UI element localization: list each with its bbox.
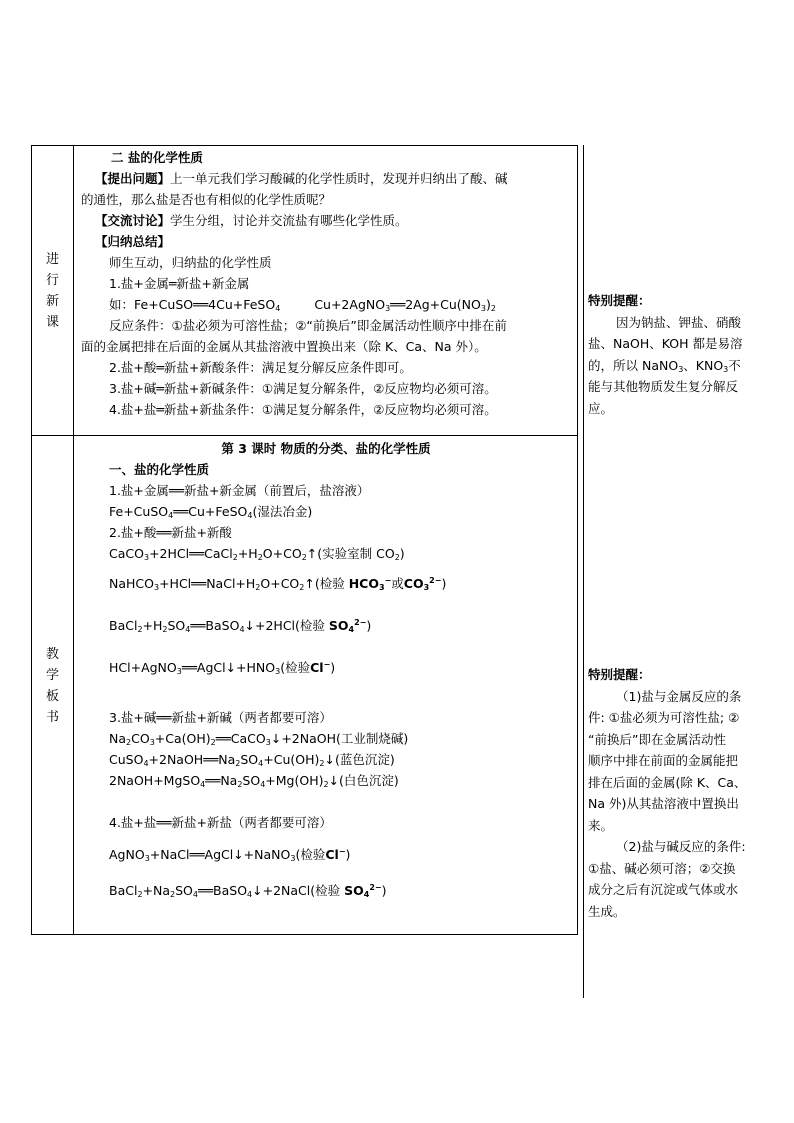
rule-4-equation-2: $BaCl_2+Na_2SO_4══BaSO_4↓+2NaCl$(检验 $SO_4^{2-}$) <box>109 883 387 899</box>
note-2-line-1: （1)盐与金属反应的条 <box>616 688 742 704</box>
property-1: 1.盐+金属═新盐+新金属 <box>109 276 250 291</box>
board-title: 第 3 课时 物质的分类、盐的化学性质 <box>221 441 431 456</box>
note-2-line-4: 顺序中排在前面的金属能把 <box>588 753 739 768</box>
example-line: 如：Fe+CuSO══4Cu+FeSO$_4$ $Cu+2AgNO_3══2Ag+Cu(NO_3)_2$ <box>109 297 496 313</box>
note-2-line-6: Na 外)从其盐溶液中置换出 <box>588 796 739 811</box>
note-2-line-9: ①盐、碱必须可溶；②交换 <box>588 860 736 876</box>
note-2-line-8: （2)盐与碱反应的条件: <box>616 839 746 854</box>
property-4: 4.盐+盐═新盐+新盐条件：①满足复分解条件，②反应物均必须可溶。 <box>109 402 497 417</box>
question-line: 【提出问题】上一单元我们学习酸碱的化学性质时，发现并归纳出了酸、碱 <box>95 171 508 186</box>
rule-3: 3.盐+碱══新盐+新碱（两者都要可溶） <box>109 710 332 725</box>
rule-2-equation-2: $NaHCO_3+HCl══NaCl+H_2O+CO_2↑$(检验 $HCO_3^-$或$CO_3^{2-}$) <box>109 576 447 592</box>
rule-2-equation-3: $BaCl_2+H_2SO_4══BaSO_4↓+2HCl$(检验 $SO_4^{2-}$) <box>109 618 372 634</box>
note-1-line-5: 应。 <box>588 400 614 416</box>
board-label-cell <box>32 436 74 935</box>
note-2 <box>588 664 788 922</box>
note-1-line-3: 的，所以 NaNO$_3$、$KNO_3$不 <box>588 357 741 374</box>
board-label: 教学板书 <box>45 646 59 725</box>
rule-1-equation: Fe+CuSO$_4$══Cu+FeSO$_4$(湿法冶金) <box>109 504 313 520</box>
note-2-line-2: 件: ①盐必须为可溶性盐; ② <box>588 710 740 725</box>
note-1-line-4: 能与其他物质发生复分解反 <box>588 379 739 394</box>
discussion-line: 【交流讨论】学生分组，讨论并交流盐有哪些化学性质。 <box>95 213 408 228</box>
property-2: 2.盐+酸═新盐+新酸条件：满足复分解反应条件即可。 <box>109 360 412 375</box>
note-2-line-10: 成分之后有沉淀或气体或水 <box>588 882 739 897</box>
notes-column-divider <box>583 145 584 998</box>
section-heading: 二 盐的化学性质 <box>111 150 203 165</box>
note-2-line-7: 来。 <box>588 817 614 833</box>
condition-line-2: 面的金属把排在后面的金属从其盐溶液中置换出来（除 K、Ca、Na 外）。 <box>81 339 487 354</box>
condition-line-1: 反应条件：①盐必须为可溶性盐；②“前换后”即金属活动性顺序中排在前 <box>109 318 507 333</box>
board-subheading: 一、盐的化学性质 <box>109 462 210 477</box>
rule-2-equation-1: $CaCO_3+2HCl══CaCl_2+H_2O+CO_2↑$(实验室制 $CO_2$) <box>109 546 405 562</box>
note-1-line-2: 盐、NaOH、KOH 都是易溶 <box>588 336 743 351</box>
rule-2-equation-4: $HCl+AgNO_3══AgCl↓+HNO_3$(检验Cl−) <box>109 660 336 676</box>
note-1 <box>588 290 788 419</box>
note-2-title: 特别提醒： <box>588 667 651 682</box>
note-2-line-3: “前换后”即在金属活动性 <box>588 731 726 747</box>
new-lesson-label: 进行新课 <box>45 251 59 330</box>
rule-4-equation-1: AgNO$_3$+NaCl══AgCl↓+NaNO$_3$(检验Cl−) <box>109 847 351 863</box>
new-lesson-label-cell <box>32 146 74 435</box>
rule-4: 4.盐+盐══新盐+新盐（两者都要可溶） <box>109 815 332 830</box>
interaction-line: 师生互动，归纳盐的化学性质 <box>109 255 272 270</box>
rule-3-equation-2: $CuSO_4+2NaOH══Na_2SO_4+Cu(OH)_2↓$(蓝色沉淀) <box>109 752 395 768</box>
note-1-line-1: 因为钠盐、钾盐、硝酸 <box>616 314 742 330</box>
board-row <box>32 436 577 935</box>
rule-1: 1.盐+金属══新盐+新金属（前置后，盐溶液） <box>109 483 370 498</box>
summary-label: 【归纳总结】 <box>95 234 171 249</box>
note-2-line-11: 生成。 <box>588 903 626 919</box>
property-3: 3.盐+碱═新盐+新碱条件：①满足复分解条件，②反应物均必须可溶。 <box>109 381 497 396</box>
rule-2: 2.盐+酸══新盐+新酸 <box>109 525 232 540</box>
new-lesson-row <box>32 146 577 436</box>
rule-3-equation-1: $Na_2CO_3+Ca(OH)_2══CaCO_3↓+2NaOH$(工业制烧碱) <box>109 731 409 747</box>
note-2-line-5: 排在后面的金属(除 K、Ca、 <box>588 774 747 790</box>
note-1-title: 特别提醒： <box>588 293 651 308</box>
lesson-table <box>31 145 578 935</box>
rule-3-equation-3: $2NaOH+MgSO_4══Na_2SO_4+Mg(OH)_2↓$(白色沉淀) <box>109 773 399 789</box>
question-line-2: 的通性，那么盐是否也有相似的化学性质呢？ <box>81 192 332 207</box>
